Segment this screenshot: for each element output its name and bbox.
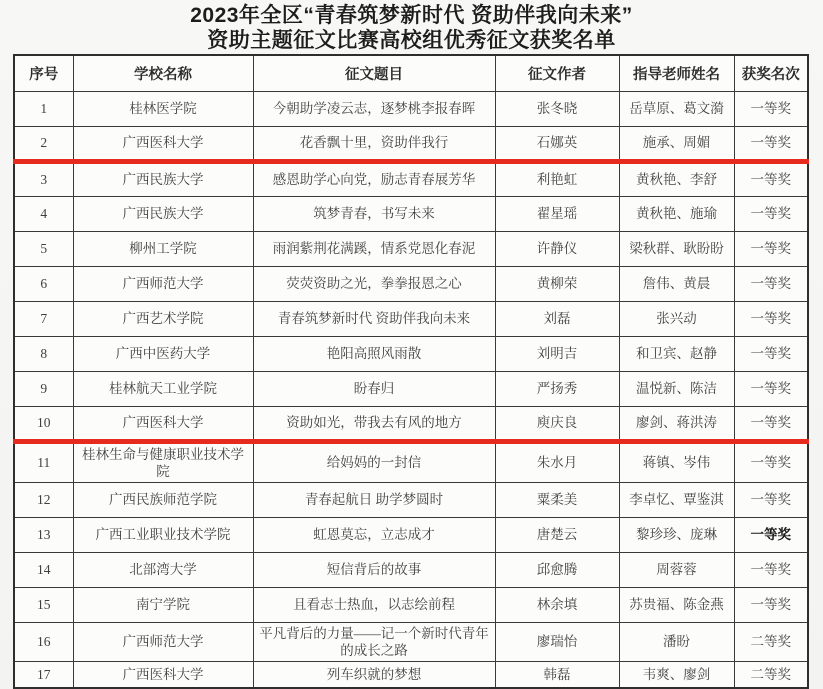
cell-essay-title: 资助如光，带我去有风的地方 [253, 406, 495, 441]
cell-row-number: 3 [14, 161, 73, 196]
column-header-advisors: 指导老师姓名 [619, 55, 734, 91]
table-row [14, 91, 808, 126]
cell-advisor-names: 李卓忆、覃鉴淇 [619, 482, 734, 517]
cell-row-number: 12 [14, 482, 73, 517]
table-row [14, 622, 808, 661]
cell-essay-title: 盼春归 [253, 371, 495, 406]
cell-row-number: 1 [14, 91, 73, 126]
table-row [14, 482, 808, 517]
cell-advisor-names: 施承、周媚 [619, 126, 734, 161]
cell-essay-title: 艳阳高照风雨散 [253, 336, 495, 371]
table-row [14, 336, 808, 371]
cell-author-name: 邱愈腾 [495, 552, 619, 587]
cell-essay-title: 给妈妈的一封信 [253, 441, 495, 482]
cell-award-rank: 一等奖 [734, 266, 808, 301]
cell-school-name: 广西师范大学 [73, 622, 253, 661]
cell-school-name: 桂林医学院 [73, 91, 253, 126]
cell-row-number: 17 [14, 661, 73, 688]
cell-school-name: 桂林生命与健康职业技术学院 [73, 441, 253, 482]
cell-award-rank: 一等奖 [734, 301, 808, 336]
cell-row-number: 5 [14, 231, 73, 266]
cell-author-name: 许静仪 [495, 231, 619, 266]
cell-author-name: 利艳虹 [495, 161, 619, 196]
cell-author-name: 林余填 [495, 587, 619, 622]
cell-author-name: 粟柔美 [495, 482, 619, 517]
cell-award-rank: 一等奖 [734, 587, 808, 622]
cell-advisor-names: 梁秋群、耿盼盼 [619, 231, 734, 266]
cell-advisor-names: 黄秋艳、施瑜 [619, 196, 734, 231]
cell-school-name: 广西民族大学 [73, 196, 253, 231]
cell-advisor-names: 岳草原、葛文漪 [619, 91, 734, 126]
cell-row-number: 10 [14, 406, 73, 441]
cell-award-rank: 一等奖 [734, 336, 808, 371]
cell-school-name: 广西民族大学 [73, 161, 253, 196]
cell-award-rank: 一等奖 [734, 371, 808, 406]
cell-essay-title: 雨润紫荆花满蹊，情系党恩化春泥 [253, 231, 495, 266]
column-header-school: 学校名称 [73, 55, 253, 91]
cell-author-name: 翟星瑶 [495, 196, 619, 231]
document-title [0, 3, 823, 53]
cell-award-rank: 二等奖 [734, 622, 808, 661]
cell-author-name: 严扬秀 [495, 371, 619, 406]
cell-advisor-names: 温悦新、陈洁 [619, 371, 734, 406]
cell-author-name: 唐楚云 [495, 517, 619, 552]
cell-essay-title: 青春筑梦新时代 资助伴我向未来 [253, 301, 495, 336]
cell-essay-title: 短信背后的故事 [253, 552, 495, 587]
cell-essay-title: 感恩助学心向党，励志青春展芳华 [253, 161, 495, 196]
table-row [14, 301, 808, 336]
column-header-author: 征文作者 [495, 55, 619, 91]
cell-row-number: 14 [14, 552, 73, 587]
cell-row-number: 2 [14, 126, 73, 161]
table-row [14, 126, 808, 161]
table-row [14, 517, 808, 552]
cell-row-number: 4 [14, 196, 73, 231]
cell-award-rank: 二等奖 [734, 661, 808, 688]
cell-advisor-names: 黎珍珍、庞琳 [619, 517, 734, 552]
table-body [14, 91, 808, 688]
cell-author-name: 刘磊 [495, 301, 619, 336]
cell-essay-title: 荧荧资助之光，拳拳报恩之心 [253, 266, 495, 301]
cell-author-name: 张冬晓 [495, 91, 619, 126]
cell-school-name: 北部湾大学 [73, 552, 253, 587]
table-row [14, 441, 808, 482]
cell-advisor-names: 和卫宾、赵静 [619, 336, 734, 371]
cell-essay-title: 虹恩莫忘，立志成才 [253, 517, 495, 552]
cell-advisor-names: 周蓉蓉 [619, 552, 734, 587]
cell-school-name: 柳州工学院 [73, 231, 253, 266]
cell-school-name: 广西工业职业技术学院 [73, 517, 253, 552]
cell-author-name: 庾庆良 [495, 406, 619, 441]
column-header-essay: 征文题目 [253, 55, 495, 91]
table-row [14, 661, 808, 688]
cell-row-number: 13 [14, 517, 73, 552]
table-row [14, 231, 808, 266]
cell-author-name: 黄柳荣 [495, 266, 619, 301]
table-row [14, 371, 808, 406]
cell-advisor-names: 张兴动 [619, 301, 734, 336]
column-header-no: 序号 [14, 55, 73, 91]
column-header-rank: 获奖名次 [734, 55, 808, 91]
award-list-table [13, 54, 809, 689]
cell-row-number: 6 [14, 266, 73, 301]
cell-award-rank: 一等奖 [734, 517, 808, 552]
cell-row-number: 16 [14, 622, 73, 661]
document-title-line-2: 资助主题征文比赛高校组优秀征文获奖名单 [207, 29, 616, 52]
cell-essay-title: 列车织就的梦想 [253, 661, 495, 688]
cell-essay-title: 今朝助学凌云志，逐梦桃李报春晖 [253, 91, 495, 126]
cell-school-name: 广西中医药大学 [73, 336, 253, 371]
cell-award-rank: 一等奖 [734, 196, 808, 231]
cell-award-rank: 一等奖 [734, 161, 808, 196]
cell-award-rank: 一等奖 [734, 91, 808, 126]
cell-advisor-names: 潘盼 [619, 622, 734, 661]
table-header-row [14, 55, 808, 91]
cell-advisor-names: 蒋镇、岑伟 [619, 441, 734, 482]
cell-essay-title: 平凡背后的力量——记一个新时代青年的成长之路 [253, 622, 495, 661]
cell-school-name: 广西民族师范学院 [73, 482, 253, 517]
cell-school-name: 广西艺术学院 [73, 301, 253, 336]
cell-author-name: 朱水月 [495, 441, 619, 482]
cell-essay-title: 筑梦青春，书写未来 [253, 196, 495, 231]
cell-row-number: 7 [14, 301, 73, 336]
cell-award-rank: 一等奖 [734, 406, 808, 441]
cell-essay-title: 青春起航日 助学梦圆时 [253, 482, 495, 517]
table-row [14, 266, 808, 301]
cell-author-name: 刘明吉 [495, 336, 619, 371]
cell-award-rank: 一等奖 [734, 482, 808, 517]
cell-row-number: 9 [14, 371, 73, 406]
cell-row-number: 11 [14, 441, 73, 482]
table-row [14, 587, 808, 622]
cell-award-rank: 一等奖 [734, 126, 808, 161]
cell-advisor-names: 詹伟、黄晨 [619, 266, 734, 301]
table-row [14, 196, 808, 231]
cell-author-name: 石娜英 [495, 126, 619, 161]
document-title-line-1: 2023年全区“青春筑梦新时代 资助伴我向未来” [190, 4, 633, 27]
cell-school-name: 桂林航天工业学院 [73, 371, 253, 406]
cell-row-number: 8 [14, 336, 73, 371]
cell-school-name: 南宁学院 [73, 587, 253, 622]
table-row [14, 552, 808, 587]
cell-award-rank: 一等奖 [734, 441, 808, 482]
cell-essay-title: 且看志士热血，以志绘前程 [253, 587, 495, 622]
table-row [14, 406, 808, 441]
cell-school-name: 广西医科大学 [73, 126, 253, 161]
cell-row-number: 15 [14, 587, 73, 622]
cell-advisor-names: 黄秋艳、李舒 [619, 161, 734, 196]
cell-author-name: 廖瑞怡 [495, 622, 619, 661]
table-row [14, 161, 808, 196]
cell-school-name: 广西师范大学 [73, 266, 253, 301]
cell-essay-title: 花香飘十里，资助伴我行 [253, 126, 495, 161]
cell-award-rank: 一等奖 [734, 231, 808, 266]
cell-advisor-names: 廖剑、蒋洪涛 [619, 406, 734, 441]
cell-school-name: 广西医科大学 [73, 406, 253, 441]
cell-author-name: 韩磊 [495, 661, 619, 688]
cell-advisor-names: 韦爽、廖剑 [619, 661, 734, 688]
cell-school-name: 广西医科大学 [73, 661, 253, 688]
cell-award-rank: 一等奖 [734, 552, 808, 587]
cell-advisor-names: 苏贵福、陈金燕 [619, 587, 734, 622]
